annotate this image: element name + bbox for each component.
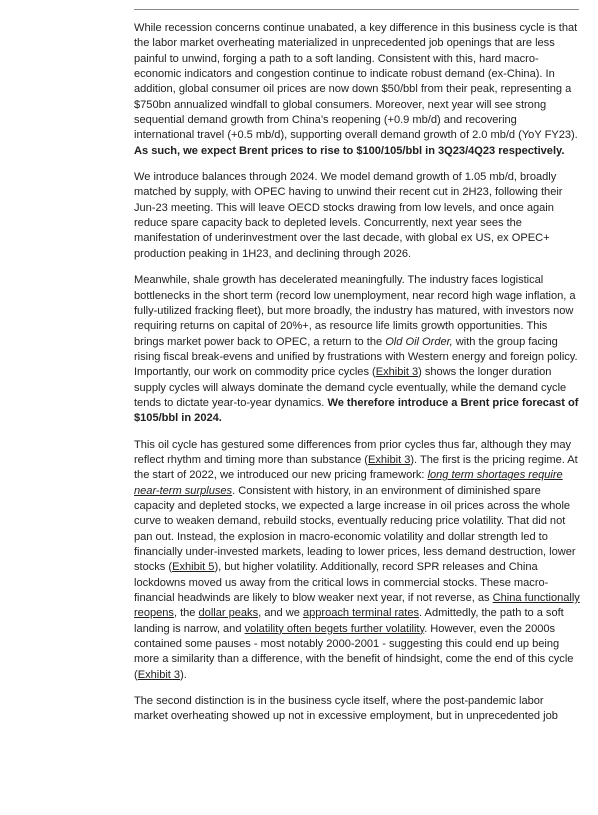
header-rule (134, 9, 579, 10)
text-run: ). (180, 668, 187, 681)
text-run: with the group facing rising fiscal break-evens and unified by frustrations with Western energy and foreign policy. Importantly, our work on commodity price cycles ( (134, 335, 578, 379)
exhibit-3-link[interactable]: Exhibit 3 (368, 453, 411, 466)
paragraph-pricing-regime (134, 438, 580, 684)
brent-3q-4q23-forecast: As such, we expect Brent prices to rise to $100/105/bbl in 3Q23/4Q23 respectively. (134, 144, 565, 157)
pricing-framework-link[interactable]: long term shortages require near-term surpluses (134, 469, 563, 497)
brent-2024-forecast: We therefore introduce a Brent price forecast of $105/bbl in 2024. (134, 396, 579, 425)
text-run: This oil cycle has gestured some differences from prior cycles thus far, although they may reflect rhythm and timing more than substance ( (134, 438, 572, 466)
text-run: Meanwhile, shale growth has decelerated meaningfully. The industry faces logistical bottlenecks in the short term (record low unemployment, near record high wage inflation, a fully-utilized fracking fleet), but more broadly, the industry has matured, with investors now requiring returns on capital of 20%+, as resource life limits growth opportunities. This brings market power back to OPEC, a return to the (134, 274, 576, 348)
text-run: While recession concerns continue unabated, a key difference in this business cycle is that the labor market overheating materialized in unprecedented job openings that are less painful to unwind, forging a path to a soft landing. Consistent with this, hard macro-economic indicators and congestion continue to indicate robust demand (ex-China). In addition, global consumer oil prices are now down $50/bbl from their peak, representing a $750bn annualized windfall to global consumers. Moreover, next year will see strong sequential demand growth from China’s reopening (+0.9 mb/d) and recovering international travel (+0.5 mb/d), supporting overall demand growth of 2.0 mb/d (YoY FY23). (134, 22, 578, 142)
text-run: . However, even the 2000s contained some pauses - most notably 2000-2001 - suggesting this could end up being more a similarity than a difference, with the benefit of hindsight, come the end of this cycle ( (134, 622, 574, 681)
text-run: We introduce balances through 2024. We model demand growth of 1.05 mb/d, broadly matched by supply, with OPEC having to unwind their recent cut in 2H23, following their Jun-23 meeting. This will leave OECD stocks drawing from low levels, and once again reduce spare capacity back to depleted levels. Concurrently, next year sees the manifestation of underinvestment over the last decade, with global ex US, ex OPEC+ production peaking in 1H23, and declining through 2026. (134, 171, 563, 260)
exhibit-5-link[interactable]: Exhibit 5 (172, 561, 215, 574)
text-run: ) shows the longer duration supply cycles will always dominate the demand cycle eventually, while the demand cycle tends to dictate year-to-year dynamics. (134, 366, 567, 409)
exhibit-3-link[interactable]: Exhibit 3 (375, 366, 419, 379)
report-body (134, 21, 580, 736)
exhibit-3-link[interactable]: Exhibit 3 (137, 668, 181, 681)
text-run: ), but higher volatility. Additionally, record SPR releases and China lockdowns moved us away from the critical lows in commercial stocks. These macro-financial headwinds are likely to blow weaker next year, if not reverse, as (134, 561, 549, 605)
paragraph-shale-growth (134, 273, 580, 426)
dollar-peaks-link[interactable]: dollar peaks (198, 607, 259, 620)
paragraph-balances-2024 (134, 170, 580, 262)
old-oil-order-term: Old Oil Order, (385, 335, 453, 348)
paragraph-recession-outlook (134, 21, 580, 159)
text-run: ). The first is the pricing regime. At the start of 2022, we introduced our new pricing framework: (134, 453, 578, 482)
text-run: . Consistent with history, in an environment of diminished spare capacity and depleted stocks, we expected a large increase in oil prices across the whole curve to weaken demand, rebuild stocks, eventually reducing price volatility. That did not pan out. Instead, the explosion in macro-economic volatility and dollar strength led to financially under-invested markets, leading to lower prices, less demand destruction, lower stocks ( (134, 484, 576, 574)
terminal-rates-link[interactable]: approach terminal rates (302, 607, 420, 620)
paragraph-business-cycle (134, 694, 580, 725)
text-run: , the (173, 607, 199, 620)
text-run: The second distinction is in the business cycle itself, where the post-pandemic labor market overheating showed up not in excessive employment, but in unprecedented job (134, 695, 558, 723)
china-reopens-link[interactable]: China functionally reopens (134, 592, 580, 620)
text-run: . Admittedly, the path to a soft landing is narrow, and (134, 607, 564, 635)
text-run: , and we (258, 607, 303, 620)
volatility-link[interactable]: volatility often begets further volatility (244, 622, 425, 635)
